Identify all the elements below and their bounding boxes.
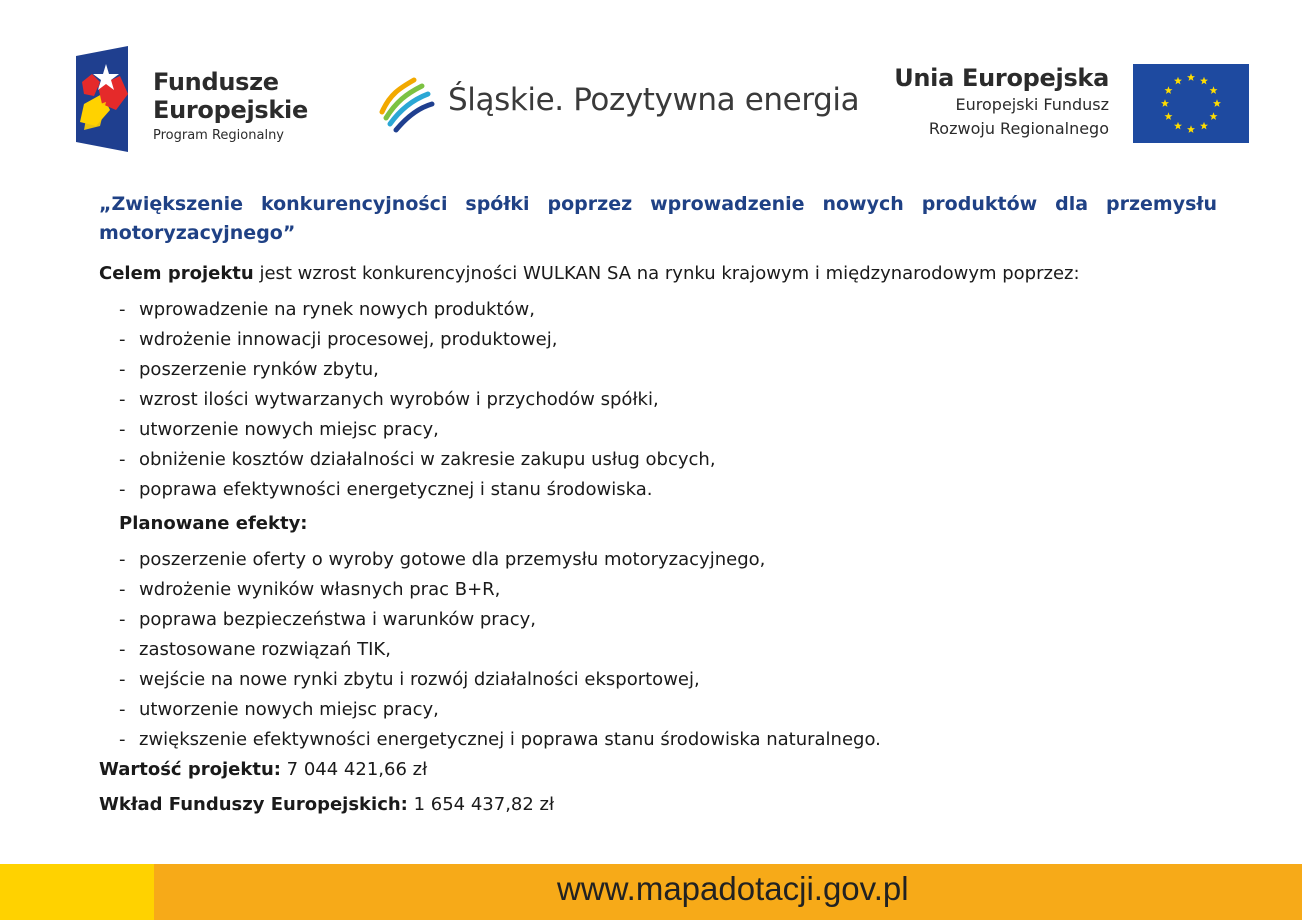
eu-star-icon <box>1213 99 1221 107</box>
list-item: - zastosowane rozwiązań TIK, <box>119 635 1217 665</box>
fundusze-europejskie-emblem-icon <box>76 46 136 156</box>
eu-star-icon <box>1161 99 1169 107</box>
eu-star-icon <box>1187 125 1195 133</box>
project-goal <box>99 259 1217 289</box>
project-description <box>99 190 1217 820</box>
list-item: - poprawa efektywności energetycznej i stanu środowiska. <box>119 475 1217 505</box>
list-item: - wprowadzenie na rynek nowych produktów, <box>119 295 1217 325</box>
footer-url-link[interactable]: www.mapadotacji.gov.pl <box>557 870 909 907</box>
list-item: - poprawa bezpieczeństwa i warunków pracy, <box>119 605 1217 635</box>
eu-star-icon <box>1174 122 1182 130</box>
slaskie-wave-icon <box>378 74 438 134</box>
eu-star-icon <box>1164 86 1172 94</box>
list-item: - utworzenie nowych miejsc pracy, <box>119 695 1217 725</box>
list-item: - utworzenie nowych miejsc pracy, <box>119 415 1217 445</box>
effects-heading: Planowane efekty: <box>119 513 308 534</box>
list-item: - wdrożenie innowacji procesowej, produktowej, <box>119 325 1217 355</box>
goal-text: jest wzrost konkurencyjności WULKAN SA na rynku krajowym i międzynarodowym poprzez: <box>253 263 1080 284</box>
fundusze-title-line1: Fundusze <box>153 68 279 96</box>
slaskie-logo <box>378 74 860 134</box>
unia-europejska-logo <box>894 63 1249 145</box>
list-item: - zwiększenie efektywności energetycznej i poprawa stanu środowiska naturalnego. <box>119 725 1217 755</box>
list-item: - poszerzenie rynków zbytu, <box>119 355 1217 385</box>
footer-accent-block <box>0 864 154 920</box>
list-item: - wdrożenie wyników własnych prac B+R, <box>119 575 1217 605</box>
footer-bar <box>0 864 1302 920</box>
list-item: - wzrost ilości wytwarzanych wyrobów i przychodów spółki, <box>119 385 1217 415</box>
list-item: - wejście na nowe rynki zbytu i rozwój działalności eksportowej, <box>119 665 1217 695</box>
eu-star-icon <box>1210 112 1218 120</box>
slaskie-name: Śląskie. <box>448 82 564 118</box>
list-item: - poszerzenie oferty o wyroby gotowe dla przemysłu motoryzacyjnego, <box>119 545 1217 575</box>
eu-star-icon <box>1164 112 1172 120</box>
value-amount: 7 044 421,66 zł <box>280 759 428 780</box>
eu-star-icon <box>1187 73 1195 81</box>
eu-star-icon <box>1174 77 1182 85</box>
eu-contribution <box>99 790 1217 820</box>
fundusze-title-line2: Europejskie <box>153 96 308 124</box>
eu-star-icon <box>1200 77 1208 85</box>
value-label: Wartość projektu: <box>99 759 281 780</box>
goals-list <box>99 295 1217 505</box>
slaskie-slogan: Pozytywna energia <box>573 82 860 118</box>
effects-list <box>99 545 1217 755</box>
eu-star-icon <box>1200 122 1208 130</box>
eu-star-icon <box>1210 86 1218 94</box>
ue-title: Unia Europejska <box>894 64 1109 92</box>
fundusze-europejskie-logo <box>76 46 316 156</box>
list-item: - obniżenie kosztów działalności w zakresie zakupu usług obcych, <box>119 445 1217 475</box>
eu-flag-icon <box>1133 64 1249 143</box>
goal-label: Celem projektu <box>99 263 254 284</box>
contribution-amount: 1 654 437,82 zł <box>407 794 555 815</box>
contribution-label: Wkład Funduszy Europejskich: <box>99 794 408 815</box>
fundusze-subtitle: Program Regionalny <box>153 128 284 143</box>
project-value <box>99 755 1217 785</box>
project-title: „Zwiększenie konkurencyjności spółki poprzez wprowadzenie nowych produktów dla przemysłu motoryzacyjnego” <box>99 193 1217 244</box>
ue-sub-line2: Rozwoju Regionalnego <box>928 119 1109 138</box>
ue-sub-line1: Europejski Fundusz <box>955 95 1109 114</box>
